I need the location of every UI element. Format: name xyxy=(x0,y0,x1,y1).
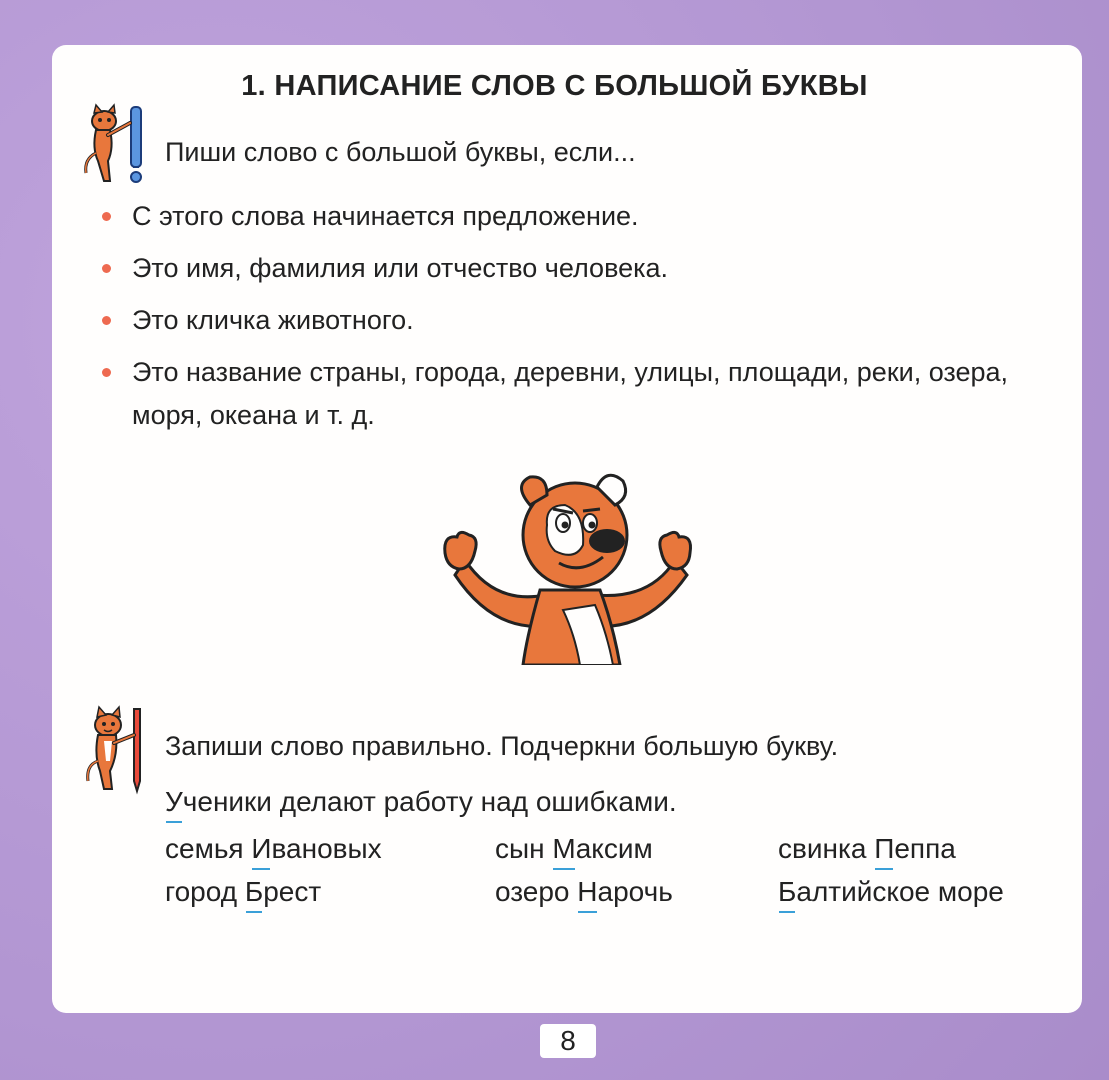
underlined-letter: У xyxy=(165,786,183,817)
task-instruction: Запиши слово правильно. Подчеркни большую букву. xyxy=(165,731,839,761)
underlined-letter: П xyxy=(874,833,895,864)
cat-pencil-icon xyxy=(82,705,150,795)
underlined-letter: Б xyxy=(244,876,264,907)
word-item: свинка Пеппа xyxy=(778,833,956,864)
bullet-icon xyxy=(102,316,111,325)
rules-list xyxy=(100,195,1060,446)
cat-exclamation-icon xyxy=(78,103,158,187)
page-title: 1. НАПИСАНИЕ СЛОВ С БОЛЬШОЙ БУКВЫ xyxy=(241,70,868,102)
example-sentence: Ученики делают работу над ошибками. xyxy=(165,786,677,817)
word-item: Балтийское море xyxy=(778,876,1004,907)
bullet-icon xyxy=(102,212,111,221)
word-item: озеро Нарочь xyxy=(495,876,673,907)
underlined-letter: И xyxy=(251,833,272,864)
bullet-icon xyxy=(102,368,111,377)
word-item: город Брест xyxy=(165,876,322,907)
bullet-icon xyxy=(102,264,111,273)
page-number: 8 xyxy=(540,1024,596,1058)
dog-illustration xyxy=(435,465,700,665)
rule-item: С этого слова начинается предложение. xyxy=(100,195,1060,238)
word-item: сын Максим xyxy=(495,833,653,864)
rule-item: Это кличка животного. xyxy=(100,299,1060,342)
underlined-letter: Б xyxy=(778,876,797,907)
underlined-letter: Н xyxy=(577,876,598,907)
rule-item: Это название страны, города, деревни, улицы, площади, реки, озера, моря, океана и т. д. xyxy=(100,351,1060,437)
rule-intro: Пиши слово с большой буквы, если... xyxy=(165,137,636,167)
word-item: семья Ивановых xyxy=(165,833,382,864)
underlined-letter: М xyxy=(552,833,576,864)
rule-item: Это имя, фамилия или отчество человека. xyxy=(100,247,1060,290)
